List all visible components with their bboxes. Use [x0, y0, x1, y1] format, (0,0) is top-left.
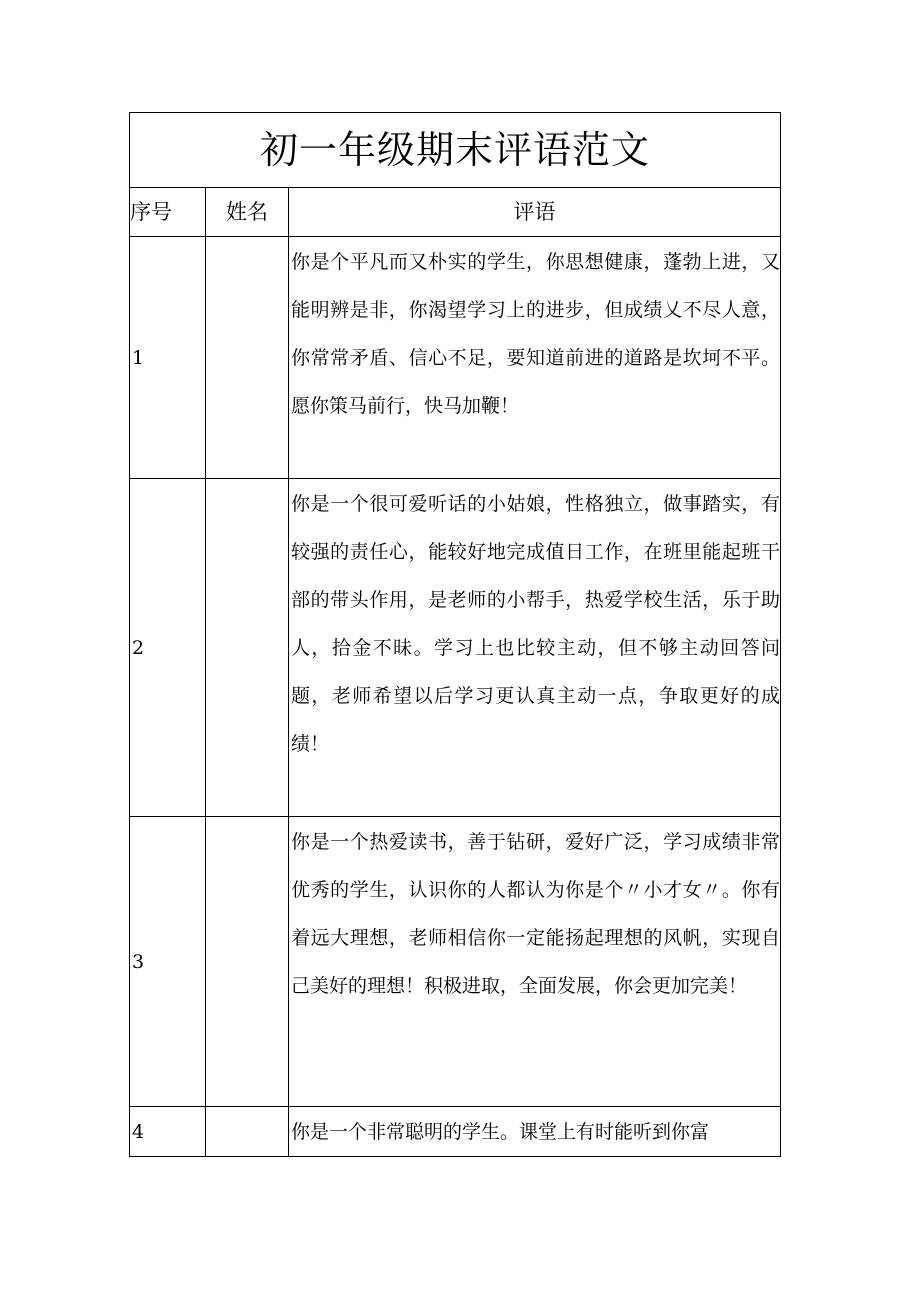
row-name	[206, 1107, 289, 1157]
header-name: 姓名	[206, 188, 289, 237]
row-comment-text: 你是个平凡而又朴实的学生，你思想健康，蓬勃上进，又能明辨是非，你渴望学习上的进步，但成绩乂不尽人意，你常常矛盾、信心不足，要知道前进的道路是坎坷不平。愿你策马前行，快马加鞭！	[291, 251, 781, 417]
table-row	[130, 817, 781, 1107]
row-comment	[289, 1107, 781, 1157]
page-title: 初一年级期末评语范文	[130, 113, 781, 188]
row-index: 4	[130, 1107, 206, 1157]
row-comment-text: 你是一个热爱读书，善于钻研，爱好广泛，学习成绩非常优秀的学生，认识你的人都认为你是个〃小才女〃。你有着远大理想，老师相信你一定能扬起理想的风帆，实现自己美好的理想！积极进取，全面发展，你会更加完美！	[291, 831, 781, 997]
row-comment	[289, 237, 781, 479]
row-comment-text: 你是一个非常聪明的学生。课堂上有时能听到你富	[291, 1121, 710, 1143]
table-row	[130, 1107, 781, 1157]
row-index: 2	[130, 479, 206, 817]
row-name	[206, 817, 289, 1107]
row-index: 3	[130, 817, 206, 1107]
title-row	[130, 113, 781, 188]
header-row	[130, 188, 781, 237]
header-comment: 评语	[289, 188, 781, 237]
row-index: 1	[130, 237, 206, 479]
row-comment	[289, 817, 781, 1107]
header-index: 序号	[130, 188, 206, 237]
table-row	[130, 479, 781, 817]
comments-table	[129, 112, 781, 1157]
row-name	[206, 479, 289, 817]
row-name	[206, 237, 289, 479]
row-comment-text: 你是一个很可爱听话的小姑娘，性格独立，做事踏实，有较强的责任心，能较好地完成值日工作，在班里能起班干部的带头作用，是老师的小帮手，热爱学校生活，乐于助人，拾金不昧。学习上也比较主动，但不够主动回答问题，老师希望以后学习更认真主动一点，争取更好的成绩！	[291, 493, 781, 755]
row-comment	[289, 479, 781, 817]
table-row	[130, 237, 781, 479]
